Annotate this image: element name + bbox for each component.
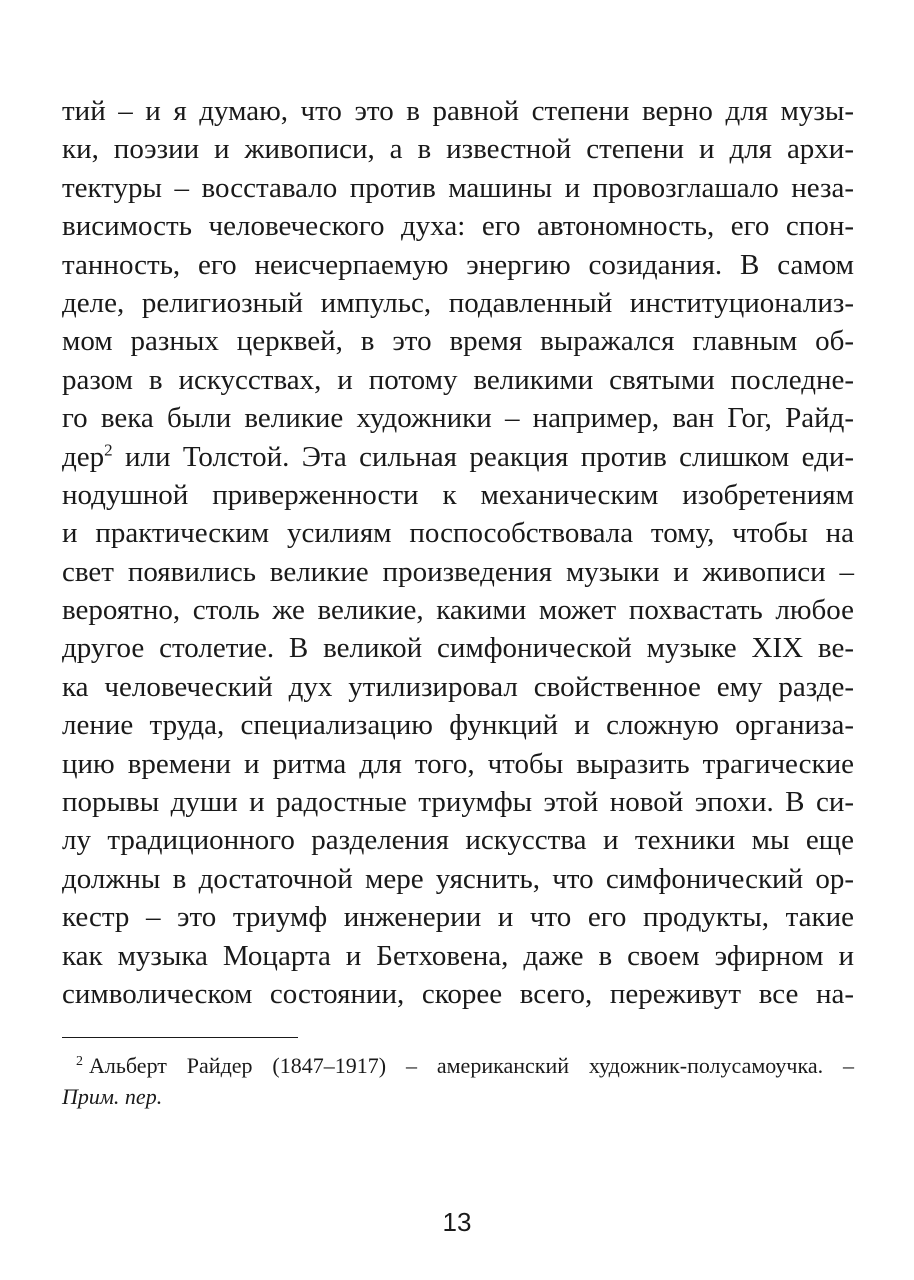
text-line: вероятно, столь же великие, какими может похвастать любое — [62, 594, 854, 627]
text-line: го века были великие художники – например, ван Гог, Райд- — [62, 402, 854, 435]
text-line: другое столетие. В великой симфонической музыке XIX ве- — [62, 632, 854, 665]
text-line: разом в искусствах, и потому великими святыми последне- — [62, 363, 854, 396]
text-line: ка человеческий дух утилизировал свойственное ему разде- — [62, 670, 854, 703]
translator-note: Прим. пер. — [62, 1084, 163, 1109]
text-line: висимость человеческого духа: его автономность, его спон- — [62, 210, 854, 243]
text-line: тектуры – восставало против машины и провозглашало неза- — [62, 171, 854, 204]
footnote-line — [62, 1050, 854, 1081]
footnote-reference[interactable]: 2 — [104, 439, 113, 459]
text-line: тий – и я думаю, что это в равной степени верно для музы- — [62, 95, 854, 127]
text-line: деле, религиозный импульс, подавленный институционализ- — [62, 286, 854, 319]
footnote-text: Альберт Райдер (1847–1917) – американский художник-полусамоучка. – — [89, 1053, 854, 1078]
footnote-divider — [62, 1037, 298, 1038]
text-fragment: дер — [62, 440, 105, 473]
text-line: порывы души и радостные триумфы этой новой эпохи. В си- — [62, 786, 854, 819]
text-line: должны в достаточной мере уяснить, что симфонический ор- — [62, 862, 854, 895]
text-line: и практическим усилиям поспособствовала тому, чтобы на — [62, 517, 854, 550]
text-line: танность, его неисчерпаемую энергию созидания. В самом — [62, 248, 854, 281]
text-line: кестр – это триумф инженерии и что его продукты, такие — [62, 901, 854, 934]
text-line: цию времени и ритма для того, чтобы выразить трагические — [62, 747, 854, 780]
text-line: нодушной приверженности к механическим изобретениям — [62, 478, 854, 511]
text-line: ление труда, специализацию функций и сложную организа- — [62, 709, 854, 742]
page-number: 13 — [442, 1207, 472, 1237]
text-line: лу традиционного разделения искусства и техники мы еще — [62, 824, 854, 857]
text-line: символическом состоянии, скорее всего, переживут все на- — [62, 977, 854, 1010]
body-text — [62, 92, 854, 1013]
text-line: как музыка Моцарта и Бетховена, даже в своем эфирном и — [62, 939, 854, 972]
footnote — [62, 1050, 854, 1112]
text-line: ки, поэзии и живописи, а в известной степени и для архи- — [62, 133, 854, 166]
footnote-marker: 2 — [76, 1053, 83, 1069]
text-line: мом разных церквей, в это время выражался главным об- — [62, 325, 854, 358]
text-fragment: или Толстой. Эта сильная реакция против слишком еди- — [112, 440, 854, 473]
text-line: свет появились великие произведения музыки и живописи – — [62, 555, 854, 588]
text-line-with-footnote-ref — [62, 438, 854, 476]
